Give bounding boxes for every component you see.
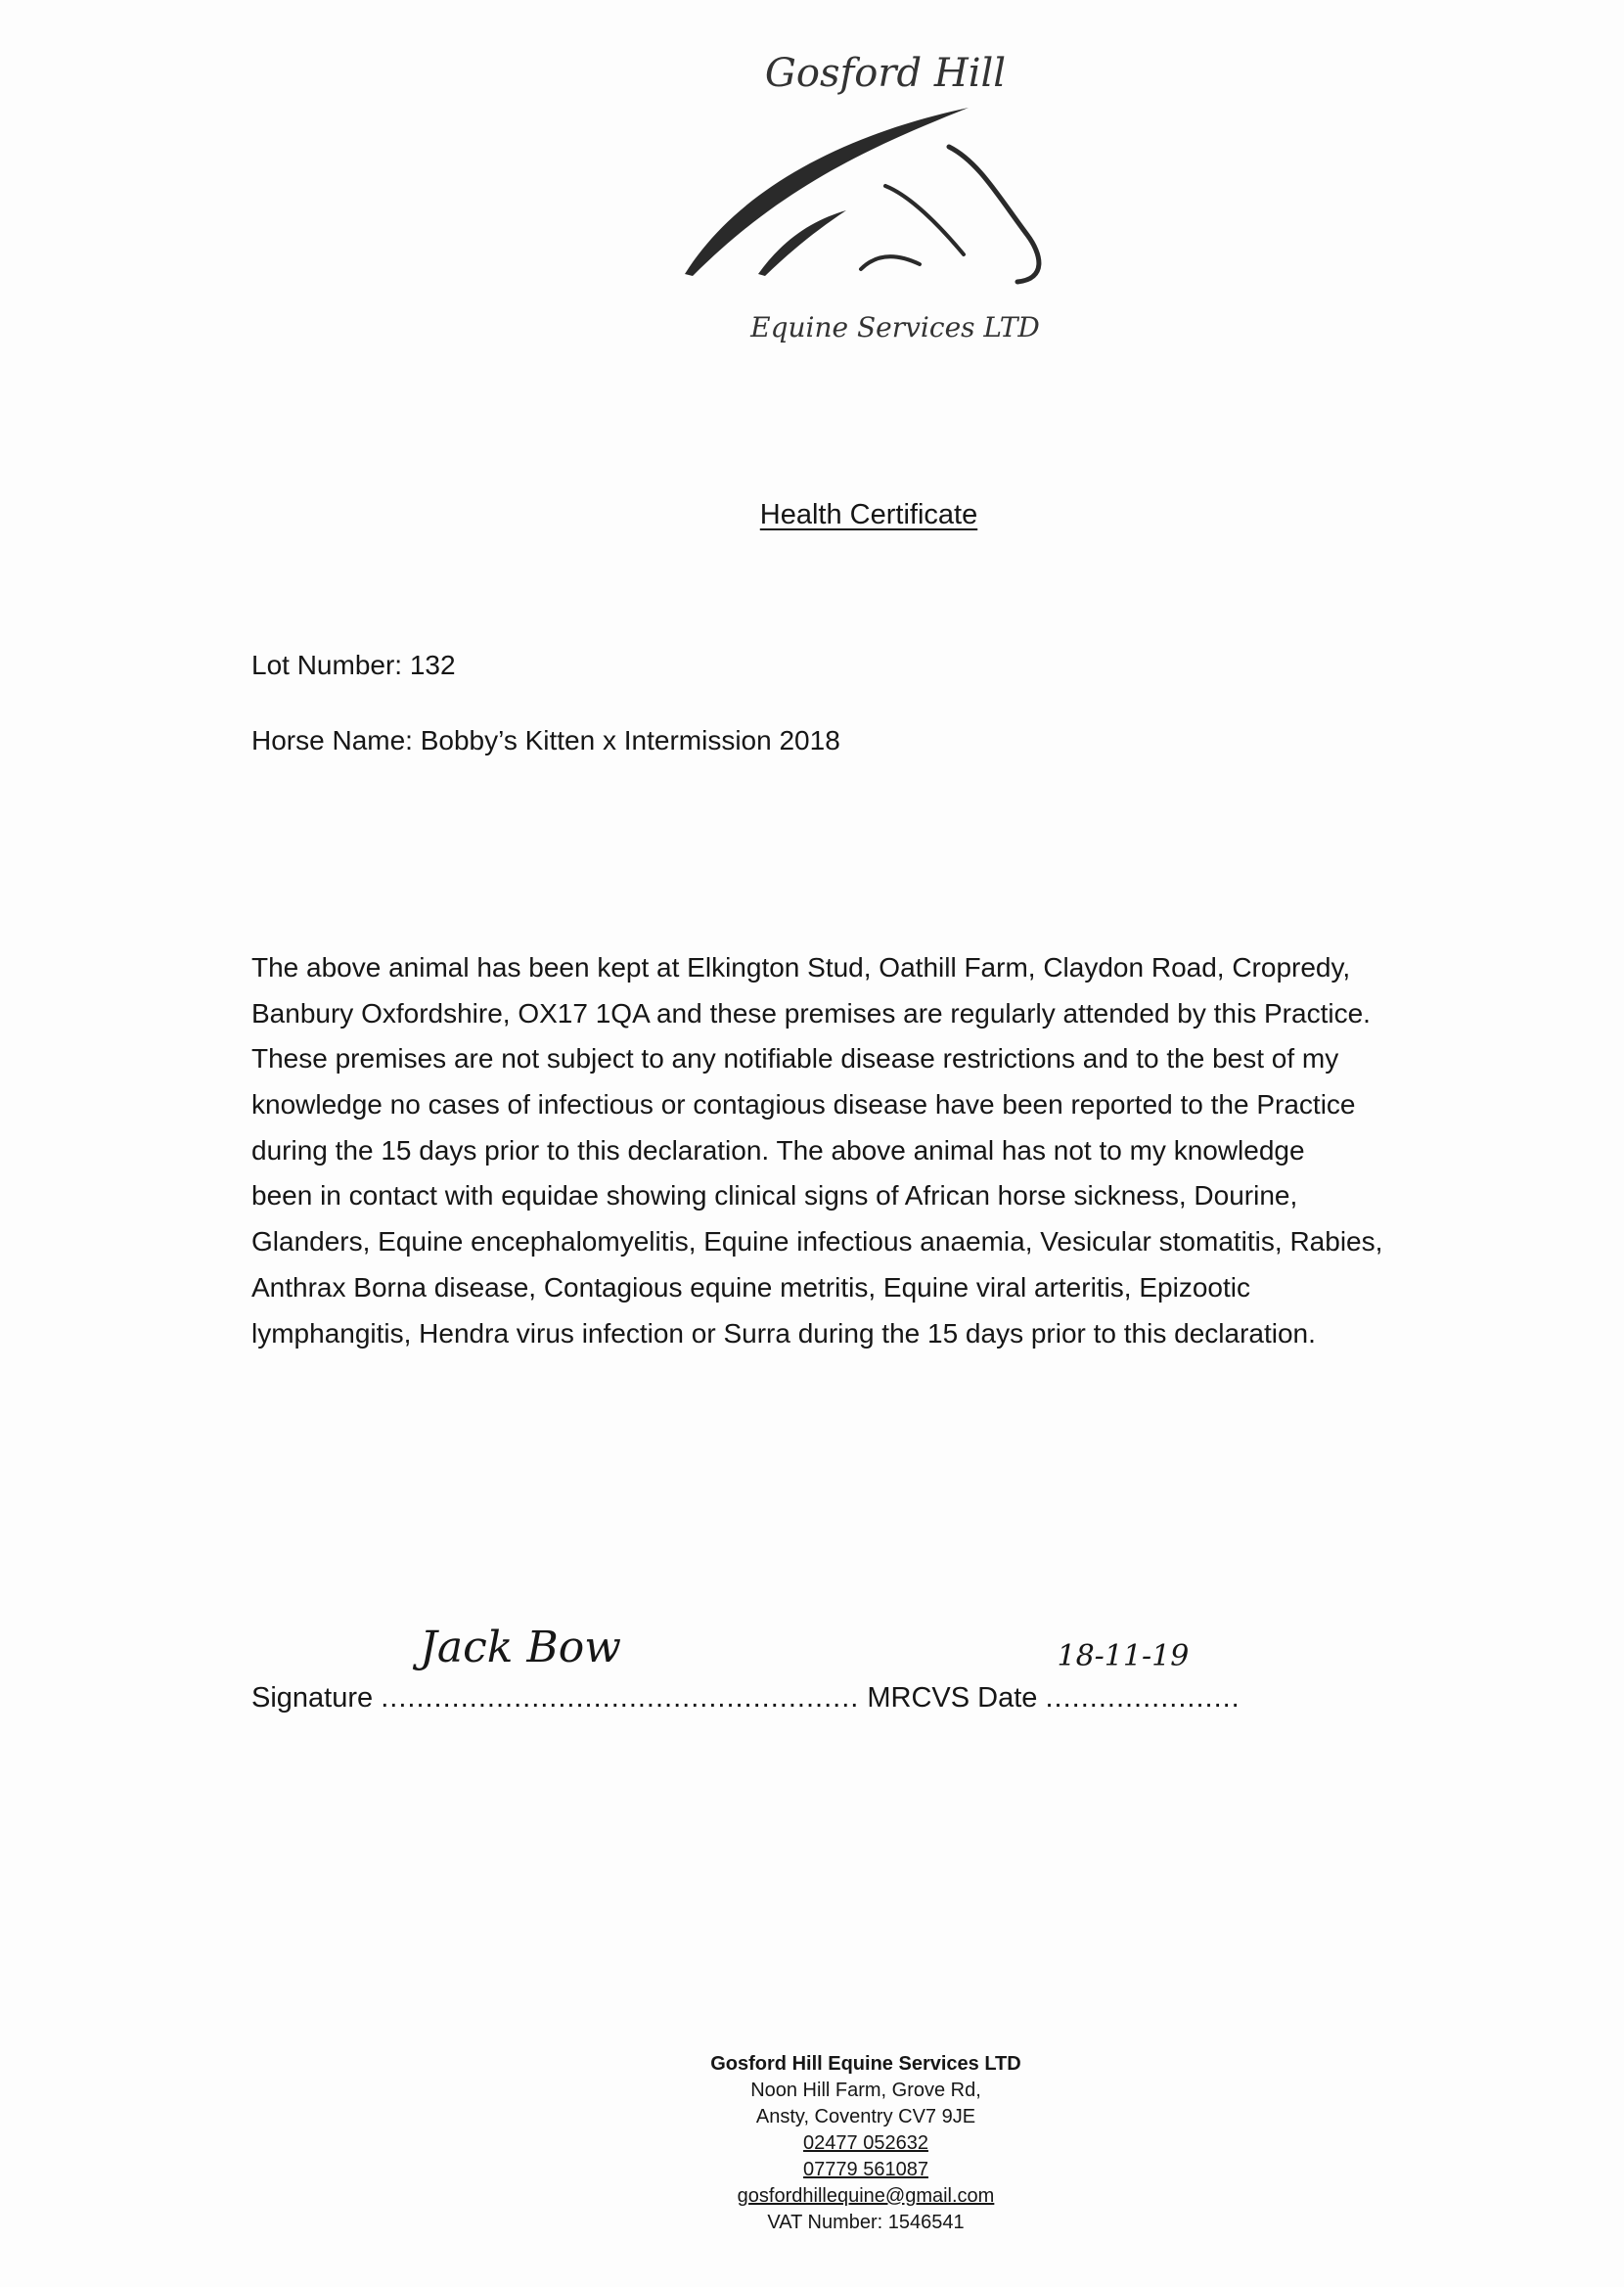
paragraph-line: Anthrax Borna disease, Contagious equine metritis, Equine viral arteritis, Epizootic (251, 1271, 1250, 1303)
footer-email[interactable]: gosfordhillequine@gmail.com (737, 2185, 995, 2207)
paragraph-line: The above animal has been kept at Elkington Stud, Oathill Farm, Claydon Road, Cropredy, (251, 952, 1351, 983)
document-title: Health Certificate (759, 499, 978, 530)
paragraph-line: These premises are not subject to any notifiable disease restrictions and to the best of my (251, 1043, 1339, 1075)
signature-label: Signature (251, 1682, 374, 1714)
paragraph-line: been in contact with equidae showing clinical signs of African horse sickness, Dourine, (251, 1180, 1298, 1212)
handwritten-date: 18-11-19 (1057, 1639, 1190, 1673)
signature-row: Signature ...................................................... Jack Bow MRCVS Date ...................... 18-11-19 (251, 1623, 1241, 1714)
letterhead-brand-bottom: Equine Services LTD (750, 311, 1040, 343)
declaration-paragraph (251, 945, 1382, 1356)
horse-name-label: Horse Name: (251, 725, 413, 755)
paragraph-line: during the 15 days prior to this declaration. The above animal has not to my knowledge (251, 1134, 1305, 1166)
paragraph-line: Glanders, Equine encephalomyelitis, Equine infectious anaemia, Vesicular stomatitis, Rabies, (251, 1226, 1383, 1258)
footer-address-1: Noon Hill Farm, Grove Rd, (750, 2080, 981, 2101)
footer-address-2: Ansty, Coventry CV7 9JE (755, 2106, 976, 2127)
letterhead-brand-top: Gosford Hill (764, 51, 1007, 96)
handwritten-signature: Jack Bow (420, 1623, 621, 1672)
lot-number-label: Lot Number: (251, 650, 403, 680)
footer-company: Gosford Hill Equine Services LTD (710, 2053, 1021, 2075)
horse-name-field (251, 725, 840, 756)
paragraph-line: lymphangitis, Hendra virus infection or Surra during the 15 days prior to this declaration. (251, 1317, 1316, 1349)
lot-number-field (251, 650, 456, 681)
paragraph-line: Banbury Oxfordshire, OX17 1QA and these premises are regularly attended by this Practice. (251, 997, 1371, 1029)
horse-head-logo (675, 108, 1066, 294)
footer-phone-1[interactable]: 02477 052632 (803, 2132, 928, 2154)
mrcvs-date-label: MRCVS Date (867, 1682, 1038, 1714)
footer-contact (0, 2051, 1624, 2236)
footer-vat: VAT Number: 1546541 (767, 2212, 965, 2233)
footer-phone-2[interactable]: 07779 561087 (803, 2159, 928, 2180)
horse-name-value: Bobby’s Kitten x Intermission 2018 (420, 725, 840, 755)
paragraph-line: knowledge no cases of infectious or contagious disease have been reported to the Practice (251, 1089, 1356, 1121)
lot-number-value: 132 (409, 650, 456, 680)
